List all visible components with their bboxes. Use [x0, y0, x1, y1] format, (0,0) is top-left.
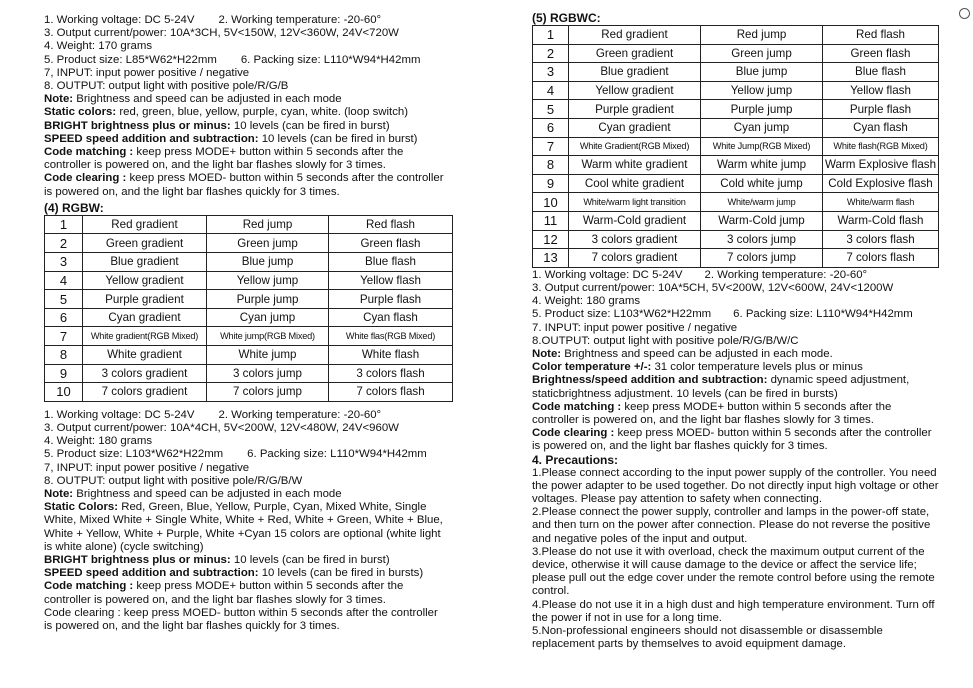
mode-cell: White gradient(RGB Mixed): [83, 327, 207, 346]
spec-line: 4. Weight: 180 grams: [44, 435, 153, 448]
mode-cell: 7 colors jump: [701, 249, 823, 268]
mode-cell: Purple gradient: [83, 290, 207, 309]
rgbwc-mode-table: [532, 25, 939, 268]
note-text: Code clearing : keep press MOED- button within 5 seconds after the controller is powered on, and the light bar flashes quickly for 3 times.: [44, 606, 438, 633]
mode-cell: White/warm flash: [823, 193, 939, 212]
note-paragraph: [44, 567, 449, 580]
rgbw-spec-list: [44, 409, 462, 488]
note-text: Red, Green, Blue, Yellow, Purple, Cyan, Mixed White, Single White, Mixed White + Single White, White + Red, White + Green, White + Blue, White + Yellow, White + Purple, White +Cyan 15 colors are optional (white light is white alone) (cycle switching): [44, 501, 443, 553]
table-row: [533, 81, 939, 100]
spec-item: 1. Working voltage: DC 5-24V: [44, 408, 195, 421]
table-row: [533, 26, 939, 45]
table-row: [45, 346, 453, 365]
mode-cell: Red jump: [207, 215, 329, 234]
mode-number-cell: 3: [45, 253, 83, 272]
table-row: [45, 215, 453, 234]
mode-cell: Cyan jump: [701, 118, 823, 137]
table-row: [45, 271, 453, 290]
table-row: [533, 156, 939, 175]
precaution-item: 2.Please connect the power supply, controller and lamps in the power-off state, and then turn on the power after connection. Please do not reverse the positive and negative poles of the input and output.: [532, 506, 931, 545]
spec-line: 7, INPUT: input power positive / negative: [44, 461, 250, 474]
mode-cell: 3 colors jump: [207, 364, 329, 383]
mode-cell: Warm white gradient: [569, 156, 701, 175]
mode-cell: Yellow jump: [207, 271, 329, 290]
mode-cell: Yellow flash: [823, 81, 939, 100]
table-row: [533, 44, 939, 63]
mode-number-cell: 4: [45, 271, 83, 290]
note-text: keep press MODE+ button within 5 seconds after the controller is powered on, and the light bar flashes slowly for 3 times.: [44, 580, 404, 606]
mode-cell: 3 colors gradient: [569, 230, 701, 249]
table-row: [45, 364, 453, 383]
note-label: Static Colors:: [44, 501, 119, 514]
rgbw-title: (4) RGBW:: [44, 200, 104, 215]
table-row: [533, 174, 939, 193]
spec-line: 4. Weight: 170 grams: [44, 40, 153, 53]
mode-cell: Blue jump: [701, 63, 823, 82]
note-label: Code matching :: [44, 146, 134, 159]
mode-cell: White jump: [207, 346, 329, 365]
mode-cell: Warm-Cold jump: [701, 211, 823, 230]
note-label: Note:: [532, 347, 562, 360]
mode-cell: Cyan jump: [207, 308, 329, 327]
mode-cell: Red flash: [329, 215, 453, 234]
note-text: 10 levels (can be fired in burst): [230, 119, 390, 132]
mode-number-cell: 2: [45, 234, 83, 253]
mode-number-cell: 10: [533, 193, 569, 212]
mode-cell: White Gradient(RGB Mixed): [569, 137, 701, 156]
precaution-item: 5.Non-professional engineers should not disassemble or disassemble replacement parts by themselves to avoid equipment damage.: [532, 625, 883, 651]
note-text: Brightness and speed can be adjusted in each mode.: [561, 347, 833, 360]
note-label: Color temperature +/-:: [532, 361, 652, 374]
mode-number-cell: 11: [533, 211, 569, 230]
mode-number-cell: 8: [533, 156, 569, 175]
spec-line: 8. OUTPUT: output light with positive pole/R/G/B: [44, 80, 289, 93]
precautions-title: 4. Precautions:: [532, 452, 619, 467]
note-text: keep press MOED- button within 5 seconds after the controller is powered on, and the light bar flashes quickly for 3 times.: [44, 172, 444, 198]
note-paragraph: [532, 401, 937, 427]
spec-line: 3. Output current/power: 10A*5CH, 5V<200W, 12V<600W, 24V<1200W: [532, 281, 894, 294]
mode-cell: Yellow flash: [329, 271, 453, 290]
note-text: red, green, blue, yellow, purple, cyan, white. (loop switch): [116, 106, 409, 119]
mode-cell: Cool white gradient: [569, 174, 701, 193]
left-spec-list: [44, 14, 462, 93]
spec-item: 2. Working temperature: -20-60°: [218, 408, 382, 421]
mode-number-cell: 5: [533, 100, 569, 119]
mode-cell: Cold white jump: [701, 174, 823, 193]
mode-cell: Blue gradient: [569, 63, 701, 82]
mode-cell: Warm-Cold gradient: [569, 211, 701, 230]
mode-cell: Cold Explosive flash: [823, 174, 939, 193]
note-paragraph: [44, 120, 449, 133]
note-label: Code clearing :: [532, 427, 615, 440]
mode-cell: White/warm jump: [701, 193, 823, 212]
mode-cell: Cyan flash: [329, 308, 453, 327]
mode-cell: Yellow gradient: [569, 81, 701, 100]
right-page: [532, 0, 947, 651]
mode-cell: 7 colors gradient: [569, 249, 701, 268]
note-paragraph: [532, 374, 937, 400]
mode-cell: 7 colors jump: [207, 383, 329, 402]
spec-line: 3. Output current/power: 10A*4CH, 5V<200W, 12V<480W, 24V<960W: [44, 421, 399, 434]
note-text: keep press MODE+ button within 5 seconds after the controller is powered on, and the light bar flashes slowly for 3 times.: [532, 400, 892, 426]
mode-cell: Blue gradient: [83, 253, 207, 272]
mode-cell: Blue flash: [823, 63, 939, 82]
mode-number-cell: 10: [45, 383, 83, 402]
mode-cell: Red gradient: [83, 215, 207, 234]
table-row: [533, 249, 939, 268]
note-text: keep press MOED- button within 5 seconds after the controller is powered on, and the light bar flashes quickly for 3 times.: [532, 427, 932, 453]
spec-line: 7. INPUT: input power positive / negative: [532, 321, 738, 334]
spec-line: [44, 448, 462, 461]
rgbwc-title: (5) RGBWC:: [532, 11, 601, 25]
spec-line: [44, 14, 462, 27]
note-paragraph: [44, 580, 449, 606]
rgbwc-spec-list: [532, 269, 947, 348]
table-row: [45, 253, 453, 272]
note-paragraph: [44, 501, 449, 554]
mode-cell: Purple jump: [207, 290, 329, 309]
mode-cell: Warm Explosive flash: [823, 156, 939, 175]
mode-cell: Green flash: [329, 234, 453, 253]
mode-cell: 7 colors flash: [329, 383, 453, 402]
note-paragraph: [532, 427, 937, 453]
mode-cell: 3 colors gradient: [83, 364, 207, 383]
mode-cell: Red jump: [701, 26, 823, 45]
note-text: 10 levels (can be fired in burst): [258, 132, 418, 145]
spec-item: 5. Product size: L85*W62*H22mm: [44, 53, 217, 66]
spec-item: 6. Packing size: L110*W94*H42mm: [733, 308, 913, 321]
mode-cell: Purple flash: [329, 290, 453, 309]
left-notes: [44, 93, 449, 199]
spec-item: 2. Working temperature: -20-60°: [218, 14, 382, 26]
mode-cell: Cyan gradient: [83, 308, 207, 327]
mode-cell: 3 colors flash: [329, 364, 453, 383]
note-label: BRIGHT brightness plus or minus:: [44, 119, 231, 132]
spec-line: [532, 308, 947, 321]
note-label: SPEED speed addition and subtraction:: [44, 132, 259, 145]
mode-number-cell: 7: [45, 327, 83, 346]
mode-number-cell: 9: [533, 174, 569, 193]
spec-item: 5. Product size: L103*W62*H22mm: [44, 448, 224, 461]
note-paragraph: [44, 554, 449, 567]
mode-cell: Blue flash: [329, 253, 453, 272]
mode-number-cell: 3: [533, 63, 569, 82]
mode-cell: Green flash: [823, 44, 939, 63]
spec-item: 6. Packing size: L110*W94*H42mm: [240, 53, 421, 66]
mode-number-cell: 1: [45, 215, 83, 234]
mode-cell: Purple jump: [701, 100, 823, 119]
mode-cell: White/warm light transition: [569, 193, 701, 212]
note-paragraph: [44, 607, 449, 633]
note-text: 31 color temperature levels plus or minus: [651, 361, 863, 374]
mode-number-cell: 9: [45, 364, 83, 383]
mode-number-cell: 7: [533, 137, 569, 156]
mode-cell: Green gradient: [569, 44, 701, 63]
mode-cell: Cyan gradient: [569, 118, 701, 137]
note-text: dynamic speed adjustment, staticbrightness adjustment. 10 levels (can be fired in bursts): [532, 374, 910, 400]
mode-number-cell: 6: [533, 118, 569, 137]
note-label: Code matching :: [532, 400, 622, 413]
note-text: 10 levels (can be fired in bursts): [258, 567, 424, 580]
note-paragraph: [44, 172, 449, 198]
table-row: [533, 211, 939, 230]
spec-line: 8.OUTPUT: output light with positive pole/R/G/B/W/C: [532, 334, 799, 347]
mode-cell: Cyan flash: [823, 118, 939, 137]
precaution-item: 4.Please do not use it in a high dust and high temperature environment. Turn off the power if not in use for a long time.: [532, 598, 935, 624]
spec-item: 6. Packing size: L110*W94*H42mm: [247, 448, 427, 461]
note-paragraph: [532, 348, 937, 361]
note-paragraph: [44, 93, 449, 106]
table-row: [45, 383, 453, 402]
mode-cell: Yellow gradient: [83, 271, 207, 290]
precaution-item: 3.Please do not use it with overload, check the maximum output current of the device, otherwise it will cause damage to the device or affect the service life; please pull out the edge cover under the remote control before using the remote control.: [532, 545, 935, 598]
note-paragraph: [44, 106, 449, 119]
spec-line: 7, INPUT: input power positive / negative: [44, 66, 250, 79]
spec-line: [532, 269, 947, 282]
table-row: [45, 308, 453, 327]
table-row: [533, 137, 939, 156]
mode-number-cell: 8: [45, 346, 83, 365]
table-row: [533, 118, 939, 137]
left-page: [44, 0, 462, 633]
mode-cell: 3 colors flash: [823, 230, 939, 249]
note-label: Static colors:: [44, 106, 117, 119]
mode-number-cell: 2: [533, 44, 569, 63]
note-text: 10 levels (can be fired in burst): [230, 554, 390, 567]
table-row: [45, 327, 453, 346]
mode-cell: Blue jump: [207, 253, 329, 272]
mode-number-cell: 1: [533, 26, 569, 45]
note-paragraph: [44, 133, 449, 146]
spec-item: 1. Working voltage: DC 5-24V: [44, 14, 195, 26]
mode-cell: 7 colors flash: [823, 249, 939, 268]
note-label: BRIGHT brightness plus or minus:: [44, 554, 231, 567]
mode-number-cell: 12: [533, 230, 569, 249]
note-text: Brightness and speed can be adjusted in each mode: [73, 488, 342, 500]
rgbwc-notes: [532, 348, 937, 454]
mode-cell: 7 colors gradient: [83, 383, 207, 402]
mode-cell: Yellow jump: [701, 81, 823, 100]
note-label: Code matching :: [44, 580, 134, 593]
mode-cell: Red gradient: [569, 26, 701, 45]
table-row: [45, 290, 453, 309]
spec-item: 2. Working temperature: -20-60°: [704, 268, 868, 281]
spec-line: 3. Output current/power: 10A*3CH, 5V<150W, 12V<360W, 24V<720W: [44, 27, 399, 40]
mode-cell: Purple gradient: [569, 100, 701, 119]
mode-cell: Red flash: [823, 26, 939, 45]
spec-item: 5. Product size: L103*W62*H22mm: [532, 308, 712, 321]
note-label: Code clearing :: [44, 172, 127, 185]
note-paragraph: [532, 361, 937, 374]
spec-line: [44, 54, 462, 67]
mode-cell: Green gradient: [83, 234, 207, 253]
mode-cell: White jump(RGB Mixed): [207, 327, 329, 346]
mode-number-cell: 5: [45, 290, 83, 309]
mode-cell: 3 colors jump: [701, 230, 823, 249]
note-label: Note:: [44, 488, 74, 500]
mode-cell: Warm white jump: [701, 156, 823, 175]
mode-cell: White flas(RGB Mixed): [329, 327, 453, 346]
mode-number-cell: 6: [45, 308, 83, 327]
spec-line: 8. OUTPUT: output light with positive pole/R/G/B/W: [44, 474, 303, 487]
mode-cell: White flash: [329, 346, 453, 365]
table-row: [533, 193, 939, 212]
mode-cell: Green jump: [701, 44, 823, 63]
spec-line: [44, 409, 462, 422]
rgbw-notes: [44, 488, 449, 633]
mode-number-cell: 13: [533, 249, 569, 268]
note-paragraph: [44, 146, 449, 172]
table-row: [533, 230, 939, 249]
mode-cell: Green jump: [207, 234, 329, 253]
precautions-list: [532, 467, 942, 652]
note-label: SPEED speed addition and subtraction:: [44, 567, 259, 580]
mode-cell: Warm-Cold flash: [823, 211, 939, 230]
mode-cell: White Jump(RGB Mixed): [701, 137, 823, 156]
mode-cell: Purple flash: [823, 100, 939, 119]
mode-cell: White gradient: [83, 346, 207, 365]
note-text: keep press MODE+ button within 5 seconds after the controller is powered on, and the light bar flashes slowly for 3 times.: [44, 146, 404, 172]
precaution-item: 1.Please connect according to the input power supply of the controller. You need the power adapter to be used together. Do not directly input high voltage or other voltages. Please pay attention to safety when connecting.: [532, 466, 939, 505]
table-row: [45, 234, 453, 253]
rgbw-mode-table: [44, 215, 453, 402]
mode-cell: White flash(RGB Mixed): [823, 137, 939, 156]
mode-number-cell: 4: [533, 81, 569, 100]
spec-line: 4. Weight: 180 grams: [532, 295, 641, 308]
note-label: Brightness/speed addition and subtraction:: [532, 374, 768, 387]
table-row: [533, 100, 939, 119]
note-paragraph: [44, 488, 449, 501]
note-text: Brightness and speed can be adjusted in each mode: [73, 93, 342, 106]
hole-punch-mark: [959, 8, 970, 19]
table-row: [533, 63, 939, 82]
spec-item: 1. Working voltage: DC 5-24V: [532, 268, 683, 281]
note-label: Note:: [44, 93, 74, 106]
